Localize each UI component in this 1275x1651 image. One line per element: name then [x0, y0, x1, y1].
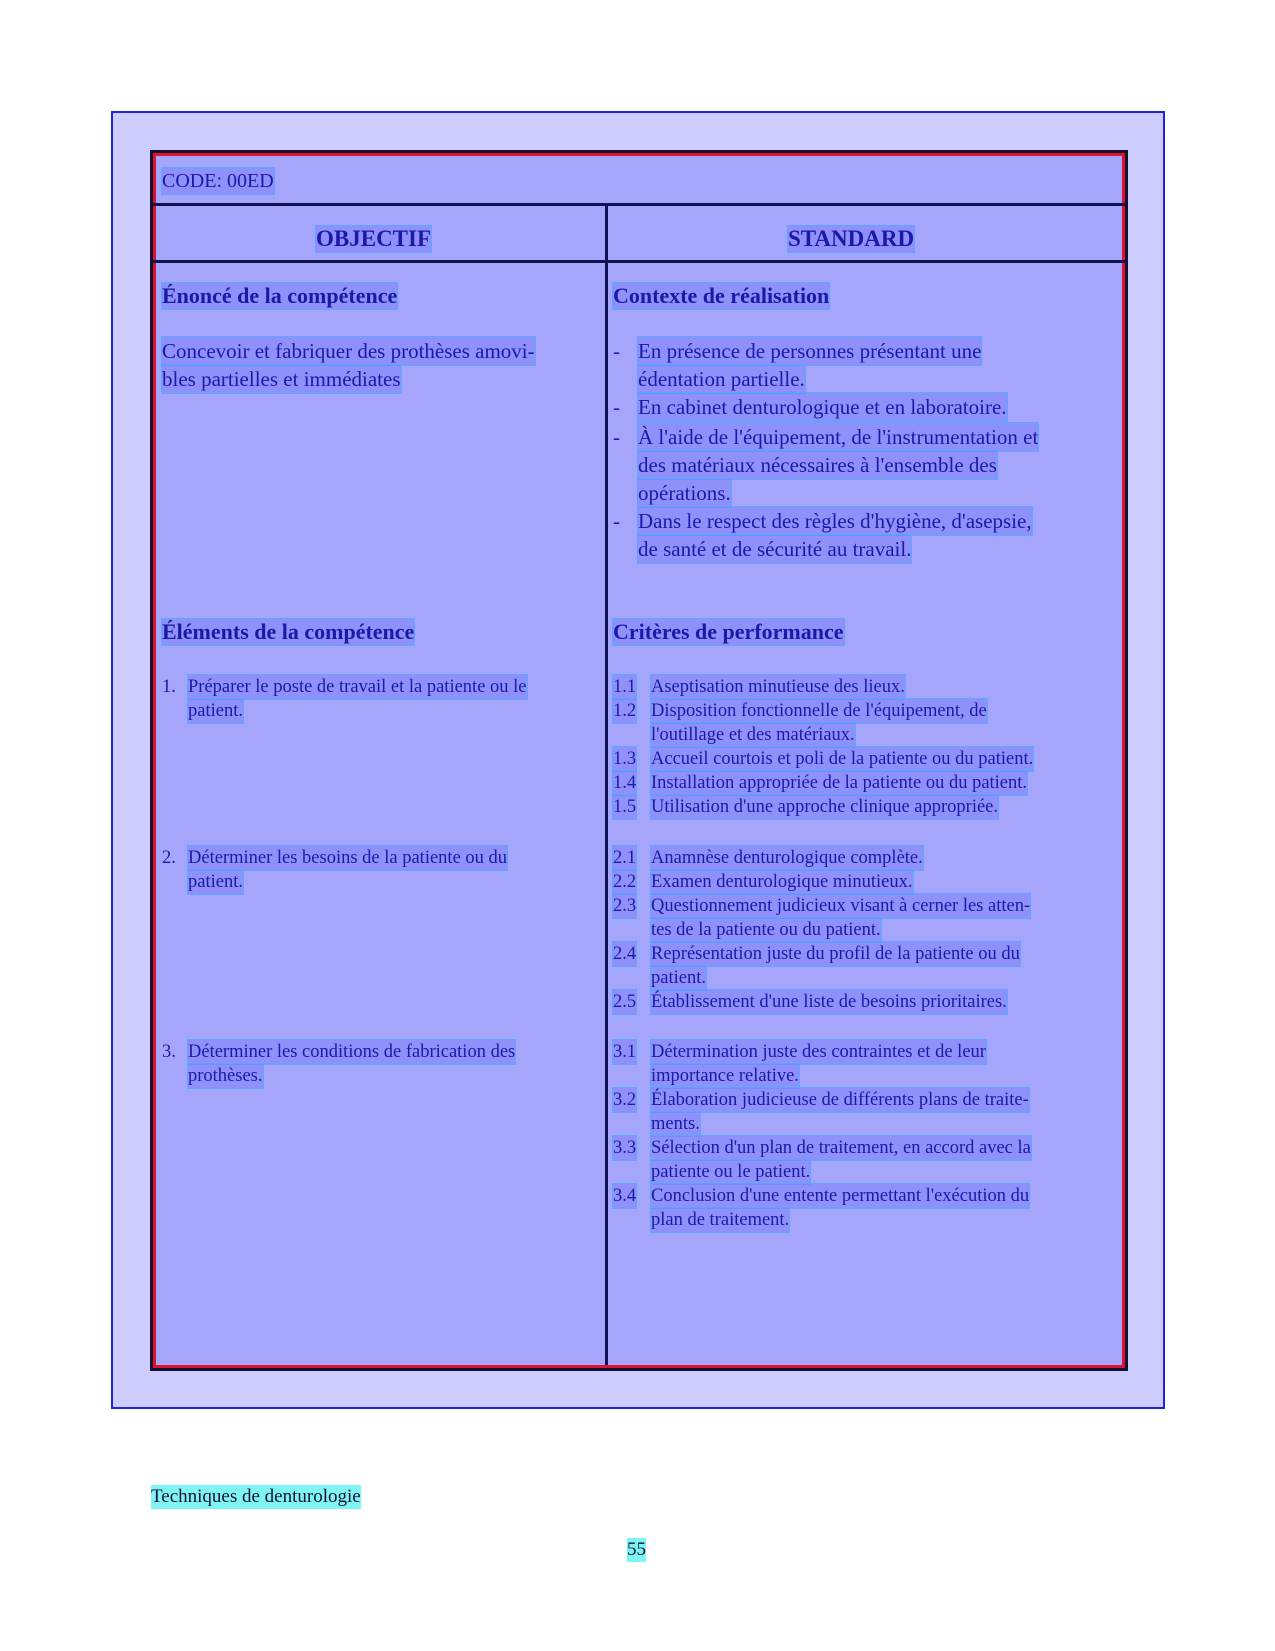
elements-title: Éléments de la compétence — [162, 619, 415, 644]
critere-number: 1.2 — [613, 701, 637, 721]
critere-number: 2.3 — [613, 896, 637, 916]
critere-number: 1.1 — [613, 677, 637, 697]
critere-number: 2.5 — [613, 992, 637, 1012]
critere-line: tes de la patiente ou du patient. — [651, 920, 881, 940]
header-objectif: OBJECTIF — [316, 226, 432, 251]
contexte-line: En présence de personnes présentant une — [638, 339, 982, 363]
bullet: - — [613, 395, 620, 419]
element-line: patient. — [188, 872, 243, 892]
critere-line: Examen denturologique minutieux. — [651, 872, 913, 892]
critere-number: 3.2 — [613, 1090, 637, 1110]
critere-line: Anamnèse denturologique complète. — [651, 848, 923, 868]
critere-line: Questionnement judicieux visant à cerner les atten- — [651, 896, 1031, 916]
bullet: - — [613, 509, 620, 533]
critere-line: importance relative. — [651, 1066, 799, 1086]
column-divider — [605, 206, 608, 1365]
critere-line: Installation appropriée de la patiente ou du patient. — [651, 773, 1028, 793]
critere-number: 1.5 — [613, 797, 637, 817]
critere-line: Accueil courtois et poli de la patiente ou du patient. — [651, 749, 1034, 769]
critere-number: 2.2 — [613, 872, 637, 892]
element-number: 2. — [162, 848, 176, 868]
contexte-line: Dans le respect des règles d'hygiène, d'asepsie, — [638, 509, 1032, 533]
enonce-line: bles partielles et immédiates — [162, 367, 401, 391]
critere-line: ments. — [651, 1114, 700, 1134]
contexte-line: de santé et de sécurité au travail. — [638, 537, 912, 561]
contexte-title: Contexte de réalisation — [613, 283, 830, 308]
critere-line: Disposition fonctionnelle de l'équipement, de — [651, 701, 987, 721]
critere-line: Conclusion d'une entente permettant l'exécution du — [651, 1186, 1030, 1206]
critere-number: 3.1 — [613, 1042, 637, 1062]
critere-line: plan de traitement. — [651, 1210, 790, 1230]
critere-number: 2.1 — [613, 848, 637, 868]
element-line: Déterminer les besoins de la patiente ou du — [188, 848, 508, 868]
element-line: patient. — [188, 701, 243, 721]
element-line: Préparer le poste de travail et la patiente ou le — [188, 677, 527, 697]
footer-program-name: Techniques de denturologie — [151, 1486, 361, 1507]
critere-line: l'outillage et des matériaux. — [651, 725, 855, 745]
element-number: 3. — [162, 1042, 176, 1062]
bullet: - — [613, 339, 620, 363]
contexte-line: opérations. — [638, 481, 731, 505]
contexte-line: En cabinet denturologique et en laboratoire. — [638, 395, 1007, 419]
divider-after-code — [153, 203, 1125, 206]
page-number: 55 — [627, 1539, 646, 1560]
critere-number: 2.4 — [613, 944, 637, 964]
criteres-title: Critères de performance — [613, 619, 844, 644]
critere-number: 3.3 — [613, 1138, 637, 1158]
contexte-line: À l'aide de l'équipement, de l'instrumentation et — [638, 425, 1039, 449]
critere-line: patiente ou le patient. — [651, 1162, 811, 1182]
critere-line: Établissement d'une liste de besoins prioritaires. — [651, 992, 1007, 1012]
divider-after-headers — [153, 260, 1125, 263]
critere-line: patient. — [651, 968, 706, 988]
critere-number: 1.3 — [613, 749, 637, 769]
contexte-line: des matériaux nécessaires à l'ensemble des — [638, 453, 997, 477]
bullet: - — [613, 425, 620, 449]
critere-line: Sélection d'un plan de traitement, en accord avec la — [651, 1138, 1031, 1158]
element-line: prothèses. — [188, 1066, 263, 1086]
critere-number: 3.4 — [613, 1186, 637, 1206]
critere-line: Élaboration judicieuse de différents plans de traite- — [651, 1090, 1029, 1110]
critere-line: Détermination juste des contraintes et de leur — [651, 1042, 986, 1062]
critere-line: Représentation juste du profil de la patiente ou du — [651, 944, 1020, 964]
contexte-line: édentation partielle. — [638, 367, 805, 391]
element-number: 1. — [162, 677, 176, 697]
critere-line: Utilisation d'une approche clinique appropriée. — [651, 797, 999, 817]
header-standard: STANDARD — [788, 226, 915, 251]
critere-number: 1.4 — [613, 773, 637, 793]
code-label: CODE: 00ED — [162, 170, 274, 192]
element-line: Déterminer les conditions de fabrication des — [188, 1042, 516, 1062]
critere-line: Aseptisation minutieuse des lieux. — [651, 677, 905, 697]
enonce-title: Énoncé de la compétence — [162, 283, 398, 308]
enonce-line: Concevoir et fabriquer des prothèses amovi- — [162, 339, 535, 363]
